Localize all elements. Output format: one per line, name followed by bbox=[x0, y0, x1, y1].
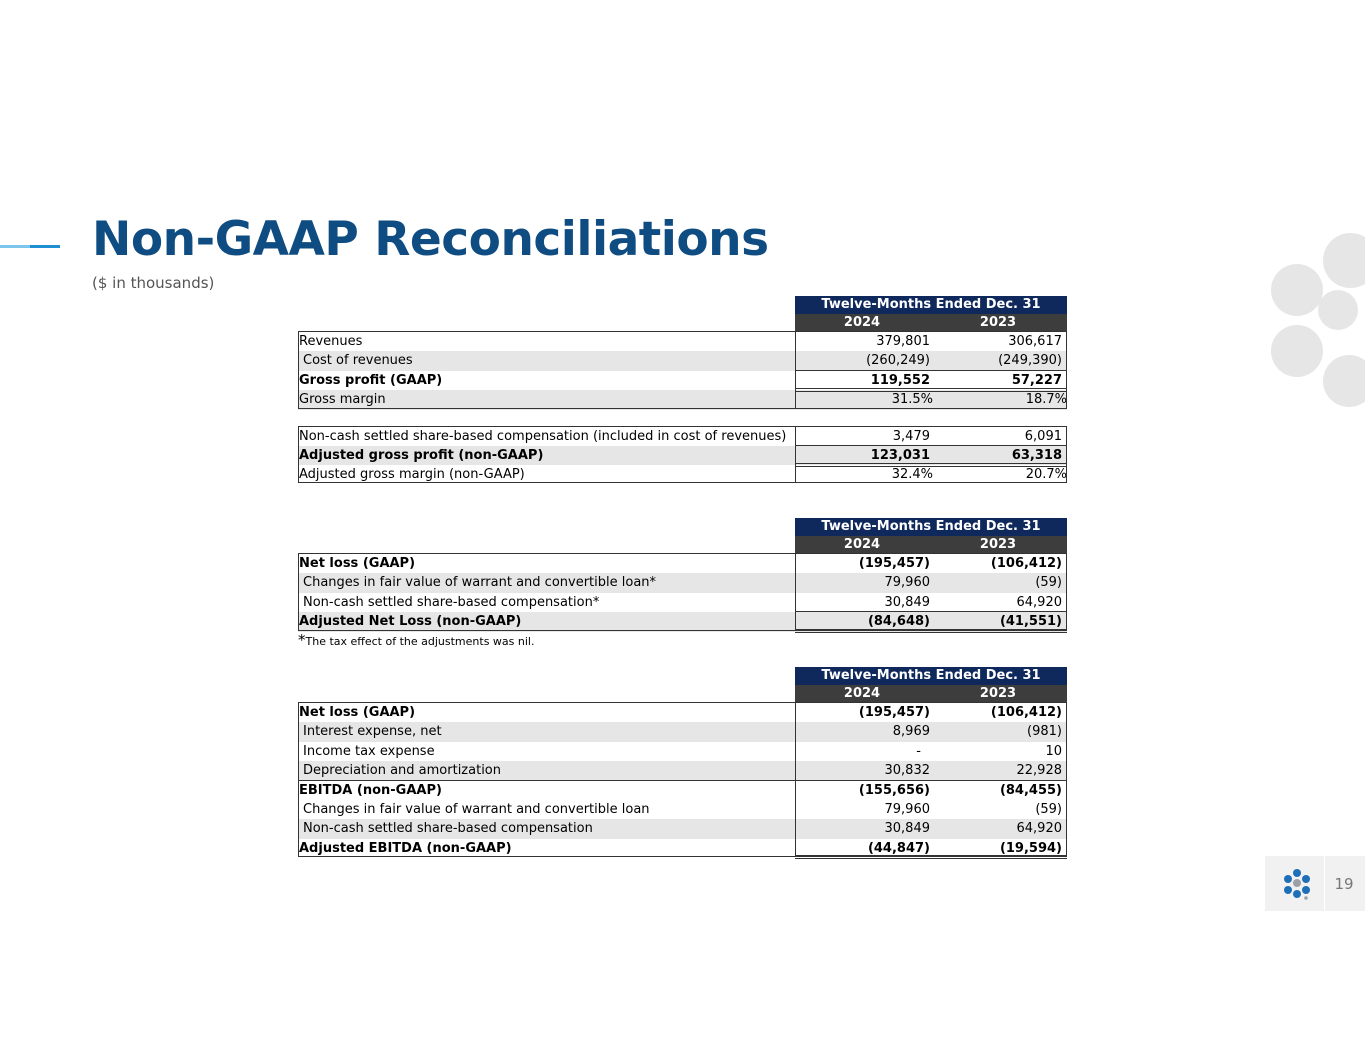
table-row-adjusted-net-loss bbox=[298, 612, 1067, 631]
row-label: Adjusted Net Loss (non-GAAP) bbox=[299, 614, 522, 630]
value-2024: 79,960 bbox=[884, 575, 930, 591]
value-2023: (59) bbox=[1035, 801, 1062, 817]
row-label: Changes in fair value of warrant and convertible loan* bbox=[303, 575, 657, 591]
value-2023: (41,551) bbox=[999, 614, 1062, 630]
value-2023: 64,920 bbox=[1016, 594, 1062, 610]
value-2024: (44,847) bbox=[867, 840, 930, 856]
table-row-ebitda bbox=[298, 781, 1067, 800]
table-row-income-tax bbox=[298, 742, 1067, 761]
footnote-mark: * bbox=[298, 631, 306, 649]
footnote bbox=[298, 631, 534, 649]
value-2024: 123,031 bbox=[870, 447, 930, 463]
value-2024: (155,656) bbox=[858, 782, 930, 798]
row-label: Revenues bbox=[299, 334, 363, 349]
table-body bbox=[298, 332, 1067, 485]
row-label: Gross profit (GAAP) bbox=[299, 372, 443, 388]
year-header-row bbox=[795, 314, 1067, 332]
year-2024-header: 2024 bbox=[843, 686, 881, 701]
table-row-fair-value-changes bbox=[298, 573, 1067, 592]
value-2023: 18.7% bbox=[1025, 392, 1067, 408]
page-subtitle: ($ in thousands) bbox=[92, 274, 215, 292]
value-2023: 57,227 bbox=[1011, 372, 1062, 388]
value-2024: - bbox=[916, 743, 921, 759]
row-label: Depreciation and amortization bbox=[303, 763, 501, 779]
value-2023: 64,920 bbox=[1016, 821, 1062, 837]
period-header: Twelve-Months Ended Dec. 31 bbox=[795, 518, 1067, 536]
value-2023: (249,390) bbox=[998, 353, 1062, 369]
value-2024: 30,849 bbox=[884, 594, 930, 610]
row-label: Interest expense, net bbox=[303, 724, 442, 740]
page-title: Non-GAAP Reconciliations bbox=[92, 212, 769, 267]
value-2023: (19,594) bbox=[999, 840, 1062, 856]
table-row-net-loss bbox=[298, 703, 1067, 722]
value-2023: (84,455) bbox=[999, 782, 1062, 798]
row-label: Non-cash settled share-based compensation bbox=[303, 821, 593, 837]
value-2023: (981) bbox=[1027, 724, 1062, 740]
table-row-adjusted-gross-profit bbox=[298, 446, 1067, 465]
value-2024: 119,552 bbox=[870, 372, 930, 388]
value-2024: 32.4% bbox=[891, 467, 933, 483]
table-row-fair-value-changes bbox=[298, 800, 1067, 819]
value-2024: (260,249) bbox=[866, 353, 930, 369]
value-2023: (106,412) bbox=[990, 556, 1062, 571]
year-2023-header: 2023 bbox=[979, 537, 1017, 552]
row-label: EBITDA (non-GAAP) bbox=[299, 782, 442, 798]
value-2024: 30,849 bbox=[884, 821, 930, 837]
value-2024: 8,969 bbox=[892, 724, 930, 740]
row-label: Cost of revenues bbox=[303, 353, 413, 369]
row-label: Income tax expense bbox=[303, 743, 435, 759]
year-2024-header: 2024 bbox=[843, 537, 881, 552]
value-2024: 30,832 bbox=[884, 763, 930, 779]
decorative-circle bbox=[1318, 290, 1358, 330]
period-header: Twelve-Months Ended Dec. 31 bbox=[795, 296, 1067, 314]
table-row-share-based-comp bbox=[298, 593, 1067, 612]
table-body bbox=[298, 703, 1067, 858]
year-2023-header: 2023 bbox=[979, 686, 1017, 701]
table-row-gross-profit bbox=[298, 371, 1067, 390]
row-label: Adjusted EBITDA (non-GAAP) bbox=[299, 840, 512, 856]
value-2023: 6,091 bbox=[1024, 428, 1062, 444]
row-label: Adjusted gross margin (non-GAAP) bbox=[299, 467, 525, 483]
value-2023: 22,928 bbox=[1016, 763, 1062, 779]
value-2024: 379,801 bbox=[876, 334, 930, 349]
decorative-circle bbox=[1271, 325, 1323, 377]
value-2024: (195,457) bbox=[858, 705, 930, 720]
year-header-row bbox=[795, 685, 1067, 703]
table-row-revenues bbox=[298, 332, 1067, 351]
table-row-interest-expense bbox=[298, 722, 1067, 741]
decorative-circle bbox=[1271, 264, 1323, 316]
table-spacer bbox=[298, 410, 1067, 427]
table-row-adjusted-ebitda bbox=[298, 839, 1067, 858]
value-2024: 31.5% bbox=[891, 392, 933, 408]
table-row-share-based-comp bbox=[298, 427, 1067, 446]
year-2023-header: 2023 bbox=[979, 315, 1017, 330]
company-logo-icon bbox=[1280, 868, 1314, 902]
value-2023: 10 bbox=[1045, 743, 1062, 759]
table-row-cost-of-revenues bbox=[298, 351, 1067, 370]
value-2024: (84,648) bbox=[867, 614, 930, 630]
period-header: Twelve-Months Ended Dec. 31 bbox=[795, 667, 1067, 685]
page-number-separator bbox=[1324, 856, 1325, 911]
table-row-depreciation bbox=[298, 761, 1067, 780]
table-row-share-based-comp bbox=[298, 819, 1067, 838]
row-label: Changes in fair value of warrant and convertible loan bbox=[303, 801, 650, 817]
title-accent-line bbox=[30, 245, 60, 248]
row-label: Adjusted gross profit (non-GAAP) bbox=[299, 447, 544, 463]
table-body bbox=[298, 554, 1067, 632]
value-2024: (195,457) bbox=[858, 556, 930, 571]
footnote-text: The tax effect of the adjustments was nil. bbox=[305, 635, 535, 648]
page-number: 19 bbox=[1334, 875, 1354, 893]
title-accent-line bbox=[0, 245, 30, 248]
row-label: Non-cash settled share-based compensation (included in cost of revenues) bbox=[299, 428, 787, 444]
value-2023: (106,412) bbox=[990, 705, 1062, 720]
table-row-gross-margin bbox=[298, 390, 1067, 409]
value-2023: 306,617 bbox=[1008, 334, 1062, 349]
row-label: Net loss (GAAP) bbox=[299, 705, 416, 720]
row-label: Non-cash settled share-based compensation* bbox=[303, 594, 600, 610]
year-header-row bbox=[795, 536, 1067, 554]
row-label: Net loss (GAAP) bbox=[299, 556, 416, 571]
value-2024: 3,479 bbox=[892, 428, 930, 444]
decorative-circle bbox=[1323, 233, 1365, 288]
year-2024-header: 2024 bbox=[843, 315, 881, 330]
table-row-adjusted-gross-margin bbox=[298, 465, 1067, 484]
value-2023: 20.7% bbox=[1025, 467, 1067, 483]
value-2023: (59) bbox=[1035, 575, 1062, 591]
value-2024: 79,960 bbox=[884, 801, 930, 817]
value-2023: 63,318 bbox=[1011, 447, 1062, 463]
decorative-circle bbox=[1323, 355, 1365, 407]
table-row-net-loss bbox=[298, 554, 1067, 573]
row-label: Gross margin bbox=[299, 392, 386, 408]
